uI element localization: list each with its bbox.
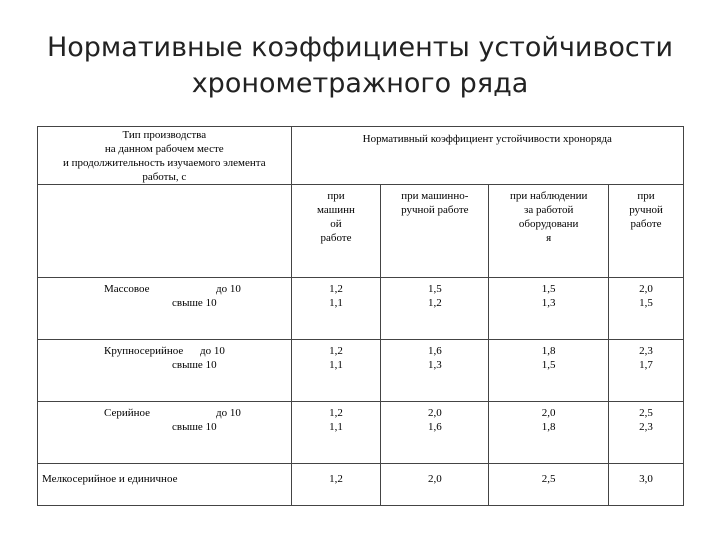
text-line: 2,0 — [639, 283, 653, 295]
text-line: и продолжительность изучаемого элемента — [62, 157, 266, 169]
text-line: Тип производства — [122, 129, 207, 141]
header-production-type — [38, 127, 292, 185]
text-line: 1,5 — [639, 297, 653, 309]
header-left-continued — [38, 185, 292, 278]
text-line: ой — [330, 218, 342, 230]
value-cell — [291, 340, 381, 402]
text-line: при наблюдении — [509, 190, 588, 202]
production-type-cell — [38, 464, 292, 506]
table-row — [38, 402, 684, 464]
value-cell — [609, 402, 684, 464]
text-line: работе — [630, 218, 662, 230]
header-coefficient: Нормативный коэффициент устойчивости хроноряда — [291, 127, 683, 185]
value-cell — [291, 402, 381, 464]
text-line: на данном рабочем месте — [104, 143, 224, 155]
text-line: 2,3 — [639, 345, 653, 357]
text-line: 1,2 — [329, 407, 343, 419]
text-line: 1,1 — [329, 421, 343, 433]
text-line: 1,2 — [329, 345, 343, 357]
text-line: 2,0 — [427, 407, 442, 419]
text-line: 1,5 — [541, 283, 556, 295]
text-line: оборудовани — [518, 218, 579, 230]
production-type-cell — [38, 402, 292, 464]
value-cell — [609, 340, 684, 402]
coefficients-table — [37, 126, 684, 506]
subheader-machine — [291, 185, 381, 278]
text-line: 1,3 — [427, 359, 442, 371]
value-cell — [381, 402, 489, 464]
text-line: 1,5 — [427, 283, 442, 295]
value-cell: 1,2 — [291, 464, 381, 506]
value-cell — [291, 278, 381, 340]
value-cell — [609, 278, 684, 340]
value-cell — [489, 278, 609, 340]
slide-title-line-2: хронометражного ряда — [191, 68, 529, 99]
subheader-machine-manual — [381, 185, 489, 278]
text-line: 1,8 — [541, 345, 556, 357]
text-line: 2,5 — [639, 407, 653, 419]
text-line: при — [637, 190, 655, 202]
text-line: 1,2 — [427, 297, 442, 309]
table-row — [38, 464, 684, 506]
text-line: я — [546, 232, 552, 244]
text-line: свыше 10 — [172, 359, 217, 371]
text-line: работы, с — [142, 171, 187, 183]
value-cell: 2,0 — [381, 464, 489, 506]
text-line: при машинно- — [401, 190, 469, 202]
text-line: 1,6 — [427, 345, 442, 357]
text-line: Массовое — [104, 283, 150, 295]
text-line: 1,1 — [329, 297, 343, 309]
subheader-equipment-observation — [489, 185, 609, 278]
text-line: до 10 — [216, 407, 241, 419]
text-line: свыше 10 — [172, 297, 217, 309]
text-line: до 10 — [216, 283, 241, 295]
text-line: 1,1 — [329, 359, 343, 371]
text-line: машинн — [317, 204, 355, 216]
text-line: ручной — [629, 204, 663, 216]
text-line: за работой — [523, 204, 574, 216]
text-line: Крупносерийное — [104, 345, 184, 357]
text-line: 1,8 — [541, 421, 556, 433]
text-line: при — [327, 190, 345, 202]
text-line: 2,0 — [541, 407, 556, 419]
text-line: Серийное — [104, 407, 151, 419]
text-line: 1,2 — [329, 283, 343, 295]
text-line: ручной работе — [401, 204, 469, 216]
production-type-cell — [38, 278, 292, 340]
slide-title — [0, 30, 720, 102]
value-cell — [381, 340, 489, 402]
slide-title-line-1: Нормативные коэффициенты устойчивости — [46, 32, 674, 63]
value-cell — [381, 278, 489, 340]
text-line: свыше 10 — [172, 421, 217, 433]
value-cell: 3,0 — [609, 464, 684, 506]
production-type-cell — [38, 340, 292, 402]
text-line: до 10 — [200, 345, 225, 357]
value-cell: 2,5 — [489, 464, 609, 506]
text-line: работе — [320, 232, 352, 244]
table-row — [38, 278, 684, 340]
table-row — [38, 340, 684, 402]
subheader-manual — [609, 185, 684, 278]
text-line: 1,6 — [427, 421, 442, 433]
text-line: 2,3 — [639, 421, 653, 433]
value-cell — [489, 402, 609, 464]
text-line: Мелкосерийное и единичное — [42, 473, 178, 485]
text-line: 1,5 — [541, 359, 556, 371]
value-cell — [489, 340, 609, 402]
text-line: 1,7 — [639, 359, 653, 371]
text-line: 1,3 — [541, 297, 556, 309]
